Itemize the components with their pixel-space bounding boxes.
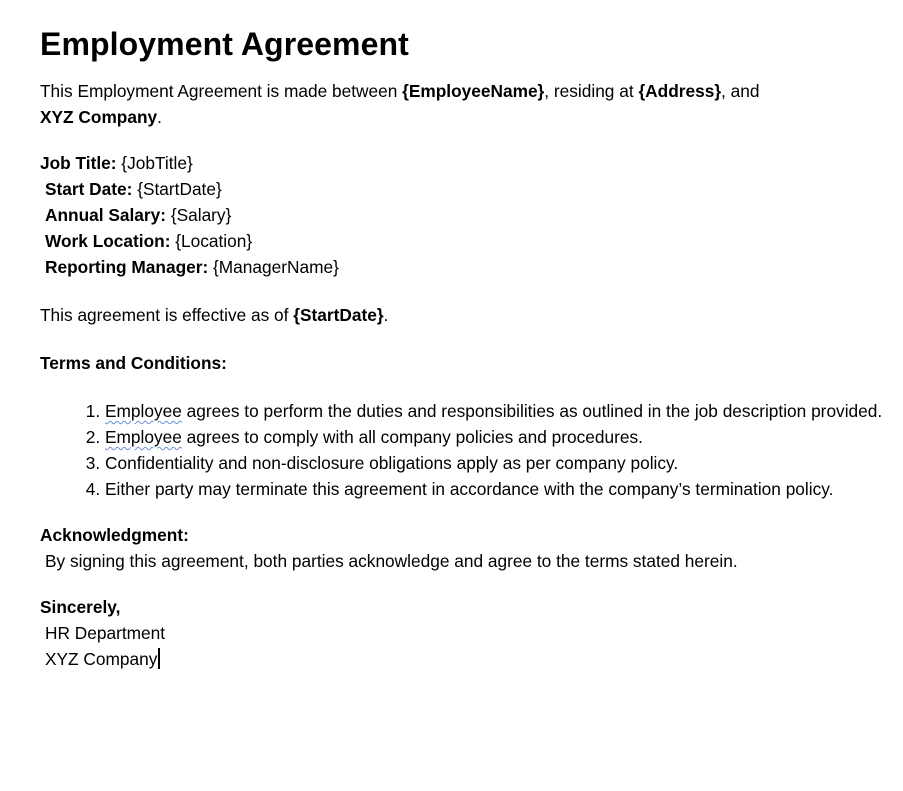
intro-paragraph[interactable] [40, 78, 885, 130]
acknowledgment-heading[interactable]: Acknowledgment: [40, 525, 189, 545]
job-details-block[interactable] [40, 150, 885, 280]
term-text: agrees to perform the duties and responsibilities as outlined in the job description provided. [181, 401, 883, 421]
signature-company-line[interactable] [40, 646, 885, 672]
detail-row-location [40, 228, 885, 254]
term-text: agrees to comply with all company policies and procedures. [181, 427, 643, 447]
detail-value: {Salary} [166, 205, 232, 225]
term-text: Confidentiality and non-disclosure obligations apply as per company policy. [105, 453, 679, 473]
signature-department[interactable]: HR Department [45, 623, 166, 643]
intro-text: This Employment Agreement is made between [40, 81, 403, 101]
detail-label: Job Title: [40, 153, 117, 173]
detail-value: {ManagerName} [208, 257, 339, 277]
detail-value: {JobTitle} [116, 153, 193, 173]
effective-text: This agreement is effective as of [40, 305, 294, 325]
company-name: XYZ Company [40, 107, 158, 127]
list-item[interactable] [105, 450, 885, 476]
term-text: Either party may terminate this agreement in accordance with the company’s termination policy. [105, 479, 834, 499]
detail-label: Reporting Manager: [45, 257, 209, 277]
effective-end: . [383, 305, 389, 325]
spellcheck-flagged-word[interactable]: Employee [105, 401, 182, 421]
detail-label: Start Date: [45, 179, 133, 199]
detail-value: {Location} [170, 231, 253, 251]
detail-row-start-date [40, 176, 885, 202]
effective-date-paragraph[interactable] [40, 302, 885, 328]
document-title[interactable]: Employment Agreement [40, 26, 409, 62]
acknowledgment-body[interactable]: By signing this agreement, both parties acknowledge and agree to the terms stated herein. [45, 551, 738, 571]
detail-row-salary [40, 202, 885, 228]
detail-label: Work Location: [45, 231, 171, 251]
document-page[interactable] [40, 22, 885, 672]
address-placeholder: {Address} [638, 81, 722, 101]
detail-row-job-title [40, 150, 885, 176]
employee-name-placeholder: {EmployeeName} [402, 81, 545, 101]
list-item[interactable] [105, 398, 885, 424]
text-cursor [158, 648, 160, 669]
list-item[interactable] [105, 476, 885, 502]
intro-text: , and [721, 81, 760, 101]
terms-heading[interactable]: Terms and Conditions: [40, 353, 227, 373]
spellcheck-flagged-word[interactable]: Employee [105, 427, 182, 447]
effective-date-placeholder: {StartDate} [293, 305, 384, 325]
detail-value: {StartDate} [132, 179, 222, 199]
detail-label: Annual Salary: [45, 205, 167, 225]
terms-list[interactable] [40, 398, 885, 502]
signature-company: XYZ Company [45, 649, 158, 669]
intro-text: . [157, 107, 162, 127]
closing-salutation[interactable]: Sincerely, [40, 597, 121, 617]
detail-row-manager [40, 254, 885, 280]
list-item[interactable] [105, 424, 885, 450]
intro-text: , residing at [544, 81, 639, 101]
